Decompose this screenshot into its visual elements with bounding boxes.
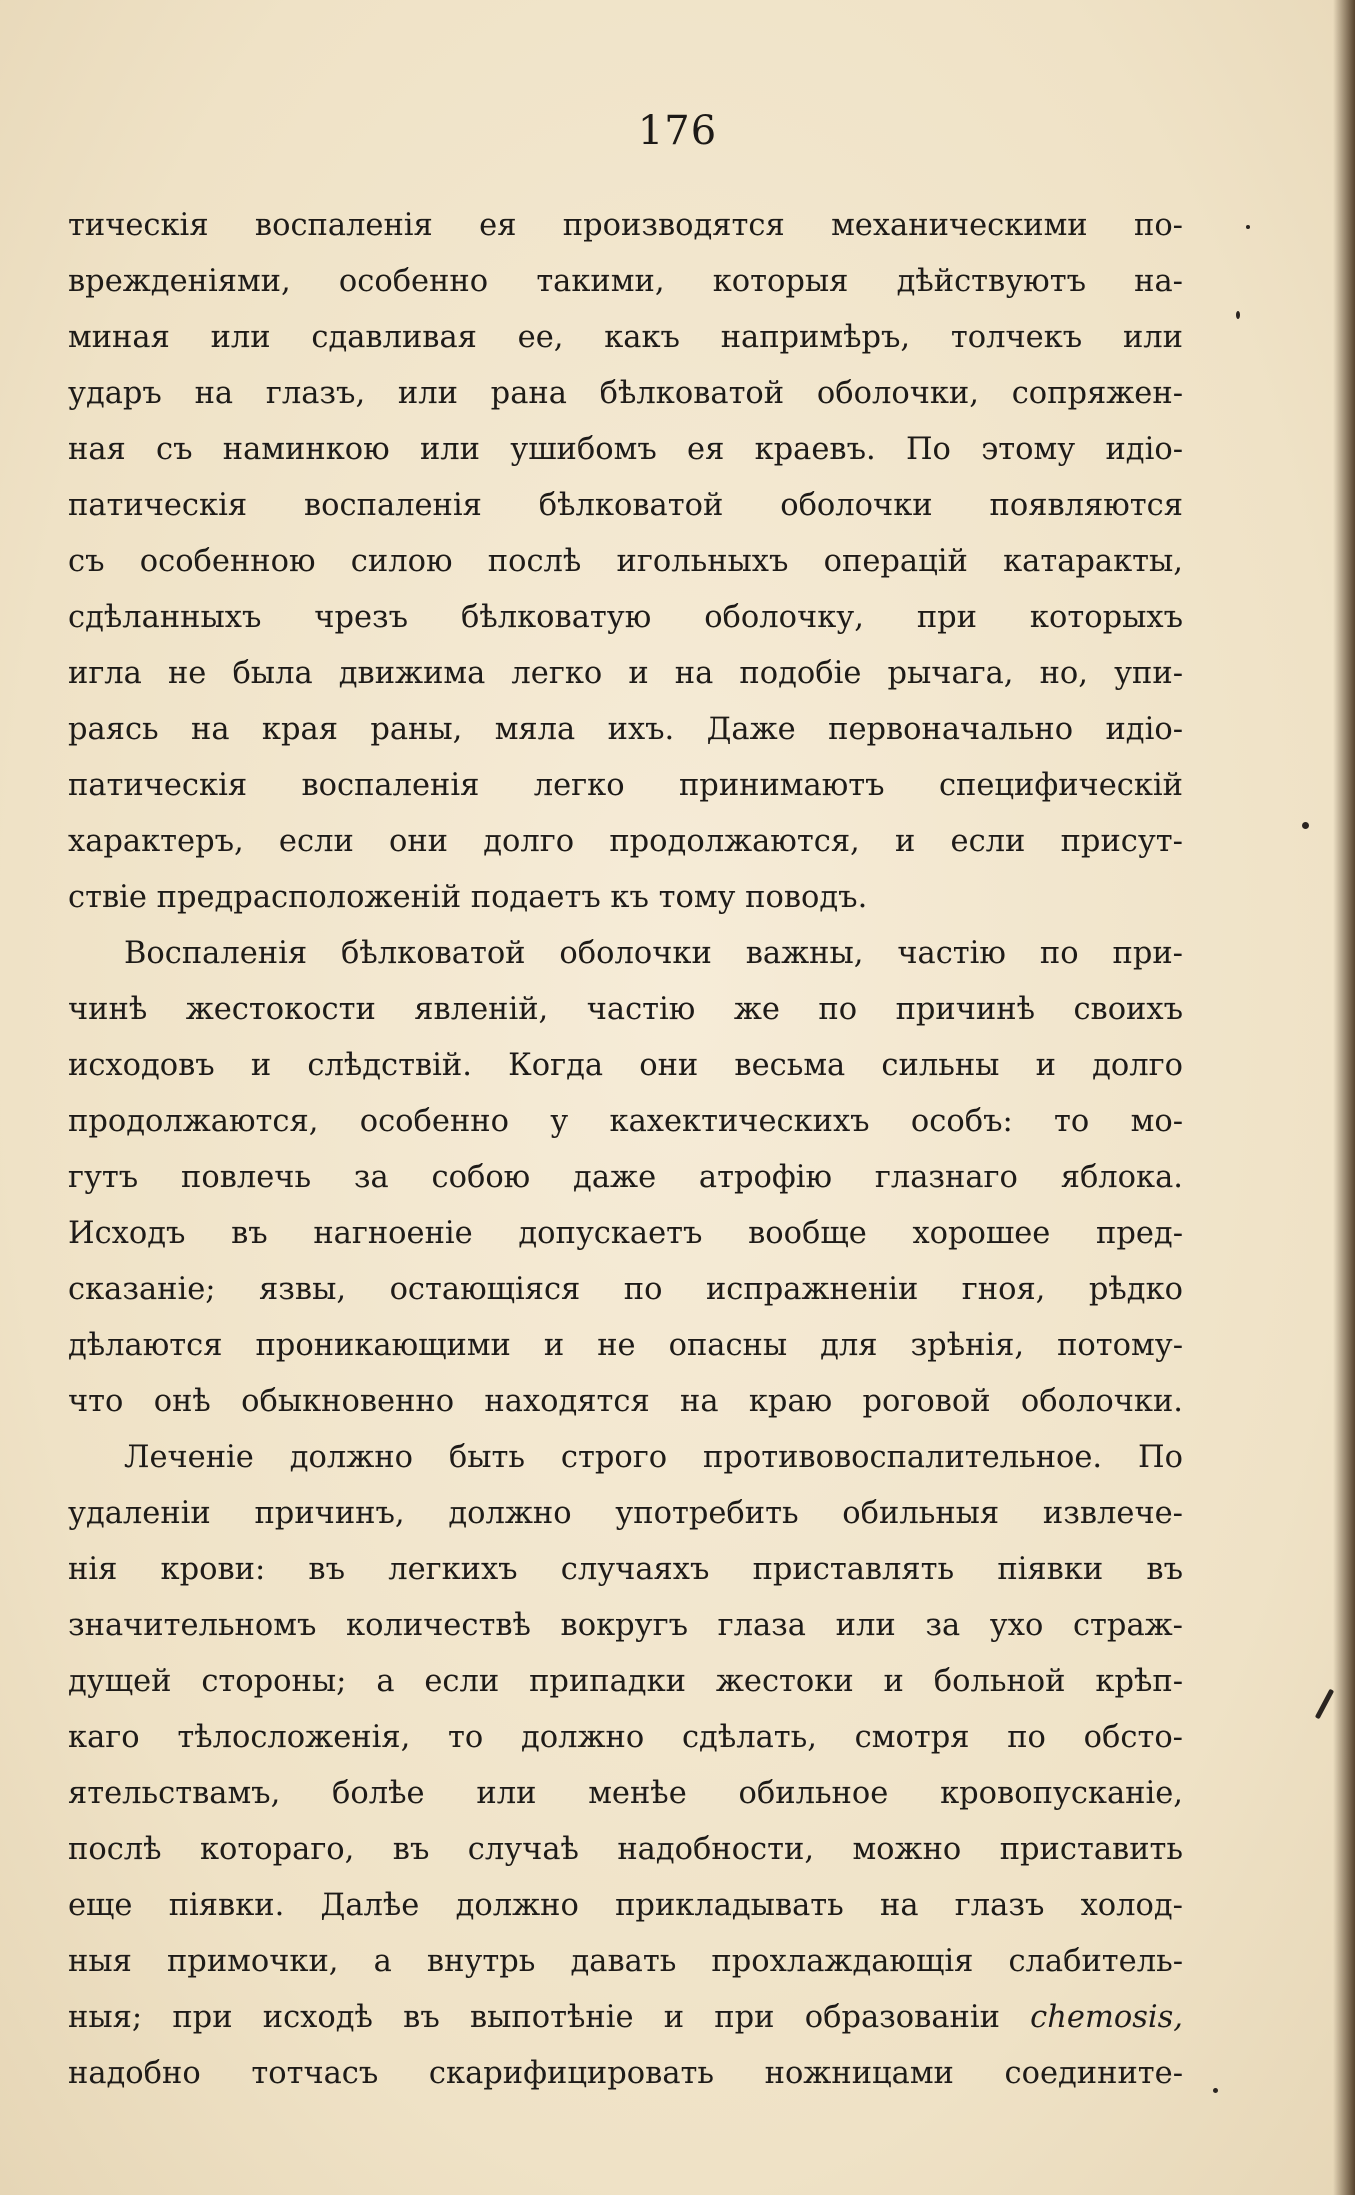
- text-line: патическія воспаленія бѣлковатой оболочки появляются: [68, 488, 1183, 523]
- text-line: ная съ наминкою или ушибомъ ея краевъ. По этому идіо-: [68, 432, 1183, 467]
- text-line: послѣ котораго, въ случаѣ надобности, можно приставить: [68, 1832, 1183, 1867]
- body-text: [68, 198, 1183, 2102]
- text-line: нія крови: въ легкихъ случаяхъ приставлять піявки въ: [68, 1552, 1183, 1587]
- text-line: раясь на края раны, мяла ихъ. Даже первоначально идіо-: [68, 712, 1183, 747]
- text-line: дущей стороны; а если припадки жестоки и больной крѣп-: [68, 1664, 1183, 1699]
- page-number: 176: [637, 108, 718, 154]
- text-line: дѣлаются проникающими и не опасны для зрѣнія, потому-: [68, 1328, 1183, 1363]
- text-line: врежденіями, особенно такими, которыя дѣйствуютъ на-: [68, 264, 1183, 299]
- text-line: исходовъ и слѣдствій. Когда они весьма сильны и долго: [68, 1048, 1183, 1083]
- text-line: миная или сдавливая ее, какъ напримѣръ, толчекъ или: [68, 320, 1183, 355]
- text-line: значительномъ количествѣ вокругъ глаза или за ухо страж-: [68, 1608, 1183, 1643]
- text-line: сдѣланныхъ чрезъ бѣлковатую оболочку, при которыхъ: [68, 600, 1183, 635]
- ink-speck: [1315, 1689, 1334, 1720]
- text-line: ударъ на глазъ, или рана бѣлковатой оболочки, сопряжен-: [68, 376, 1183, 411]
- text-line: характеръ, если они долго продолжаются, и если присут-: [68, 824, 1183, 859]
- text-line: надобно тотчасъ скарифицировать ножницами соедините-: [68, 2056, 1183, 2091]
- text-line: гутъ повлечь за собою даже атрофію глазнаго яблока.: [68, 1160, 1183, 1195]
- text-line: тическія воспаленія ея производятся механическими по-: [68, 208, 1183, 243]
- text-line: Воспаленія бѣлковатой оболочки важны, частію по при-: [124, 936, 1183, 971]
- ink-speck: [1236, 311, 1240, 319]
- ink-speck: [1302, 822, 1309, 829]
- text-line: ныя примочки, а внутрь давать прохлаждающія слабитель-: [68, 1944, 1183, 1979]
- text-line: что онѣ обыкновенно находятся на краю роговой оболочки.: [68, 1384, 1183, 1419]
- text-line: игла не была движима легко и на подобіе рычага, но, упи-: [68, 656, 1183, 691]
- ink-speck: [1213, 2088, 1218, 2093]
- text-line: Леченіе должно быть строго противовоспалительное. По: [124, 1440, 1183, 1475]
- text-line: сказаніе; язвы, остающіяся по испражненіи гноя, рѣдко: [68, 1272, 1183, 1307]
- text-fragment: ныя; при исходѣ въ выпотѣніе и при образованіи: [68, 2000, 1000, 2035]
- text-line: удаленіи причинъ, должно употребить обильныя извлече-: [68, 1496, 1183, 1531]
- text-line: патическія воспаленія легко принимаютъ специфическій: [68, 768, 1183, 803]
- ink-speck: [1246, 225, 1250, 229]
- text-line-with-latin: [68, 1990, 1183, 2046]
- latin-term: chemosis,: [1030, 2000, 1183, 2035]
- text-line: продолжаются, особенно у кахектическихъ особъ: то мо-: [68, 1104, 1183, 1139]
- text-line: еще піявки. Далѣе должно прикладывать на глазъ холод-: [68, 1888, 1183, 1923]
- text-line: съ особенною силою послѣ игольныхъ операцій катаракты,: [68, 544, 1183, 579]
- page-edge-shadow: [1333, 0, 1355, 2195]
- text-line: чинѣ жестокости явленій, частію же по причинѣ своихъ: [68, 992, 1183, 1027]
- text-line: Исходъ въ нагноеніе допускаетъ вообще хорошее пред-: [68, 1216, 1183, 1251]
- text-line: ствіе предрасположеній подаетъ къ тому поводъ.: [68, 880, 868, 915]
- text-line: ятельствамъ, болѣе или менѣе обильное кровопусканіе,: [68, 1776, 1183, 1811]
- text-line: каго тѣлосложенія, то должно сдѣлать, смотря по обсто-: [68, 1720, 1183, 1755]
